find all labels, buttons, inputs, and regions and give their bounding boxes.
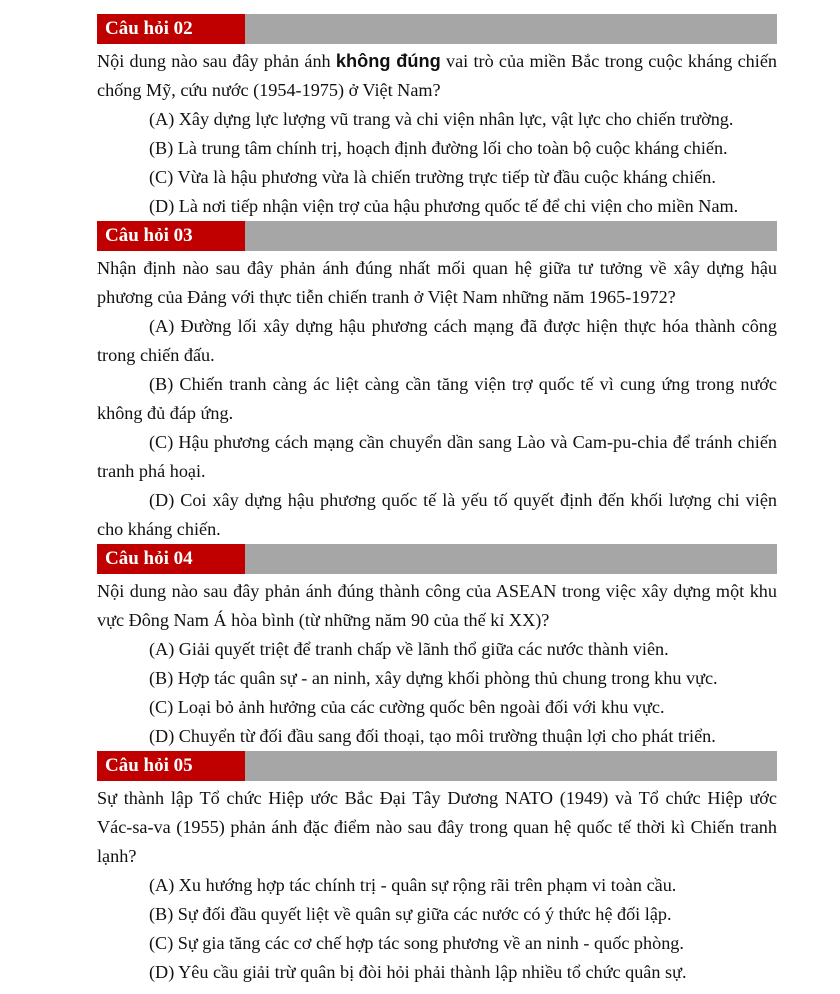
header-bar [245, 14, 777, 44]
question-label: Câu hỏi 04 [97, 544, 245, 574]
option-a: (A) Đường lối xây dựng hậu phương cách mạng đã được hiện thực hóa thành công trong chiến đấu. [97, 316, 777, 365]
header-bar [245, 751, 777, 781]
option-d: (D) Yêu cầu giải trừ quân bị đòi hỏi phải thành lập nhiều tổ chức quân sự. [149, 962, 687, 982]
option-c: (C) Vừa là hậu phương vừa là chiến trường trực tiếp từ đầu cuộc kháng chiến. [149, 167, 716, 187]
option-b: (B) Chiến tranh càng ác liệt càng cần tăng viện trợ quốc tế vì cung ứng trong nước không đủ đáp ứng. [97, 374, 777, 423]
stem-text: Nội dung nào sau đây phản ánh [97, 51, 336, 71]
option-a: (A) Xây dựng lực lượng vũ trang và chi viện nhân lực, vật lực cho chiến trường. [149, 109, 734, 129]
document-page [97, 14, 777, 987]
header-bar [245, 221, 777, 251]
question-header [97, 221, 777, 251]
option-c: (C) Loại bỏ ảnh hưởng của các cường quốc bên ngoài đối với khu vực. [149, 697, 665, 717]
header-bar [245, 544, 777, 574]
option-b: (B) Sự đối đầu quyết liệt về quân sự giữa các nước có ý thức hệ đối lập. [149, 904, 672, 924]
option-a: (A) Giải quyết triệt để tranh chấp về lãnh thổ giữa các nước thành viên. [149, 639, 669, 659]
question-label: Câu hỏi 05 [97, 751, 245, 781]
option-d: (D) Chuyển từ đối đầu sang đối thoại, tạo môi trường thuận lợi cho phát triển. [149, 726, 716, 746]
option-b: (B) Hợp tác quân sự - an ninh, xây dựng khối phòng thủ chung trong khu vực. [149, 668, 718, 688]
question-label: Câu hỏi 03 [97, 221, 245, 251]
option-b: (B) Là trung tâm chính trị, hoạch định đường lối cho toàn bộ cuộc kháng chiến. [149, 138, 728, 158]
stem-emphasis: không đúng [335, 51, 441, 71]
option-c: (C) Hậu phương cách mạng cần chuyển dần sang Lào và Cam-pu-chia để tránh chiến tranh phá hoại. [97, 432, 777, 481]
question-header [97, 751, 777, 781]
option-a: (A) Xu hướng hợp tác chính trị - quân sự rộng rãi trên phạm vi toàn cầu. [149, 875, 677, 895]
option-d: (D) Là nơi tiếp nhận viện trợ của hậu phương quốc tế để chi viện cho miền Nam. [149, 196, 739, 216]
question-label: Câu hỏi 02 [97, 14, 245, 44]
question-header [97, 14, 777, 44]
question-header [97, 544, 777, 574]
question-stem: Sự thành lập Tổ chức Hiệp ước Bắc Đại Tây Dương NATO (1949) và Tổ chức Hiệp ước Vác-sa-va (1955) phản ánh đặc điểm nào sau đây trong quan hệ quốc tế thời kì Chiến tranh lạnh? [97, 788, 777, 866]
question-stem: Nội dung nào sau đây phản ánh đúng thành công của ASEAN trong việc xây dựng một khu vực Đông Nam Á hòa bình (từ những năm 90 của thế kỉ XX)? [97, 581, 777, 630]
question-stem [97, 47, 777, 105]
option-c: (C) Sự gia tăng các cơ chế hợp tác song phương về an ninh - quốc phòng. [149, 933, 684, 953]
option-d: (D) Coi xây dựng hậu phương quốc tế là yếu tố quyết định đến khối lượng chi viện cho kháng chiến. [97, 490, 777, 539]
question-stem: Nhận định nào sau đây phản ánh đúng nhất mối quan hệ giữa tư tưởng về xây dựng hậu phương của Đảng với thực tiễn chiến tranh ở Việt Nam những năm 1965-1972? [97, 258, 777, 307]
stem-text: vai trò của miền Bắc trong cuộc kháng chiến chống Mỹ, cứu nước (1954-1975) ở Việt Nam? [97, 51, 777, 100]
